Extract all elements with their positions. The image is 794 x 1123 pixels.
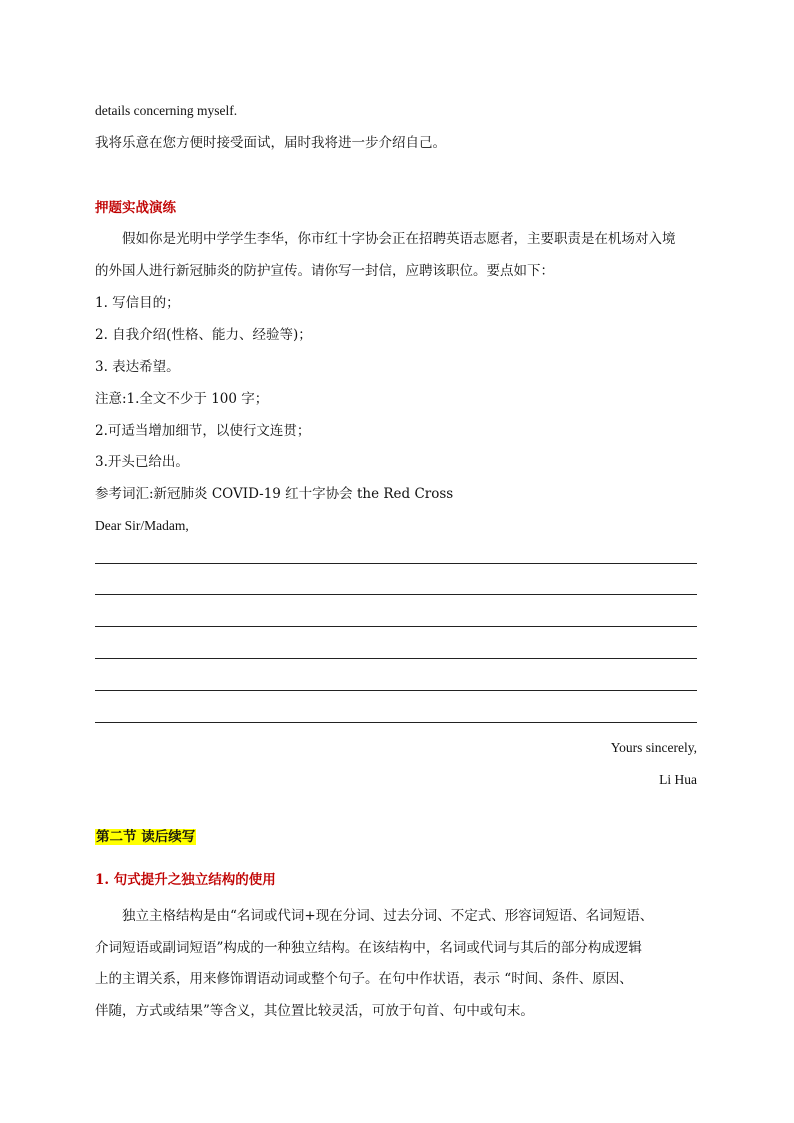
practice-heading: 押题实战演练 — [95, 200, 176, 216]
paragraph-line: 独立主格结构是由“名词或代词+现在分词、过去分词、不定式、形容词短语、名词短语、 — [122, 908, 654, 924]
closing: Yours sincerely, — [610, 740, 697, 755]
point-item: 2. 自我介绍(性格、能力、经验等)； — [95, 327, 312, 343]
note-item: 2.可适当增加细节，以使行文连贯； — [95, 423, 311, 439]
section2-title-highlight: 第二节 读后续写 — [96, 829, 196, 845]
writing-line[interactable] — [95, 690, 697, 691]
prompt-line-1: 假如你是光明中学学生李华，你市红十字协会正在招聘英语志愿者，主要职责是在机场对入境 — [122, 231, 676, 247]
writing-line[interactable] — [95, 626, 697, 627]
paragraph-line: 上的主谓关系，用来修饰谓语动词或整个句子。在句中作状语，表示 “时间、条件、原因、 — [95, 971, 633, 987]
intro-english-tail: details concerning myself. — [95, 103, 238, 118]
paragraph-line: 伴随，方式或结果”等含义，其位置比较灵活，可放于句首、句中或句末。 — [95, 1003, 534, 1019]
section2-subheading: 1. 句式提升之独立结构的使用 — [95, 872, 276, 888]
writing-line[interactable] — [95, 594, 697, 595]
section2-title — [95, 828, 196, 846]
signature: Li Hua — [659, 772, 697, 787]
vocab-reference: 参考词汇:新冠肺炎 COVID-19 红十字协会 the Red Cross — [95, 486, 454, 502]
note-item: 3.开头已给出。 — [95, 454, 189, 470]
point-item: 1. 写信目的； — [95, 295, 180, 311]
paragraph-line: 介词短语或副词短语”构成的一种独立结构。在该结构中，名词或代词与其后的部分构成逻辑 — [95, 940, 642, 956]
intro-chinese-translation: 我将乐意在您方便时接受面试，届时我将进一步介绍自己。 — [95, 135, 446, 151]
writing-line[interactable] — [95, 658, 697, 659]
point-item: 3. 表达希望。 — [95, 359, 180, 375]
prompt-line-2: 的外国人进行新冠肺炎的防护宣传。请你写一封信，应聘该职位。要点如下： — [95, 263, 554, 279]
writing-line[interactable] — [95, 722, 697, 723]
salutation: Dear Sir/Madam, — [95, 518, 189, 533]
writing-line[interactable] — [95, 563, 697, 564]
note-item: 注意:1.全文不少于 100 字； — [95, 391, 269, 407]
